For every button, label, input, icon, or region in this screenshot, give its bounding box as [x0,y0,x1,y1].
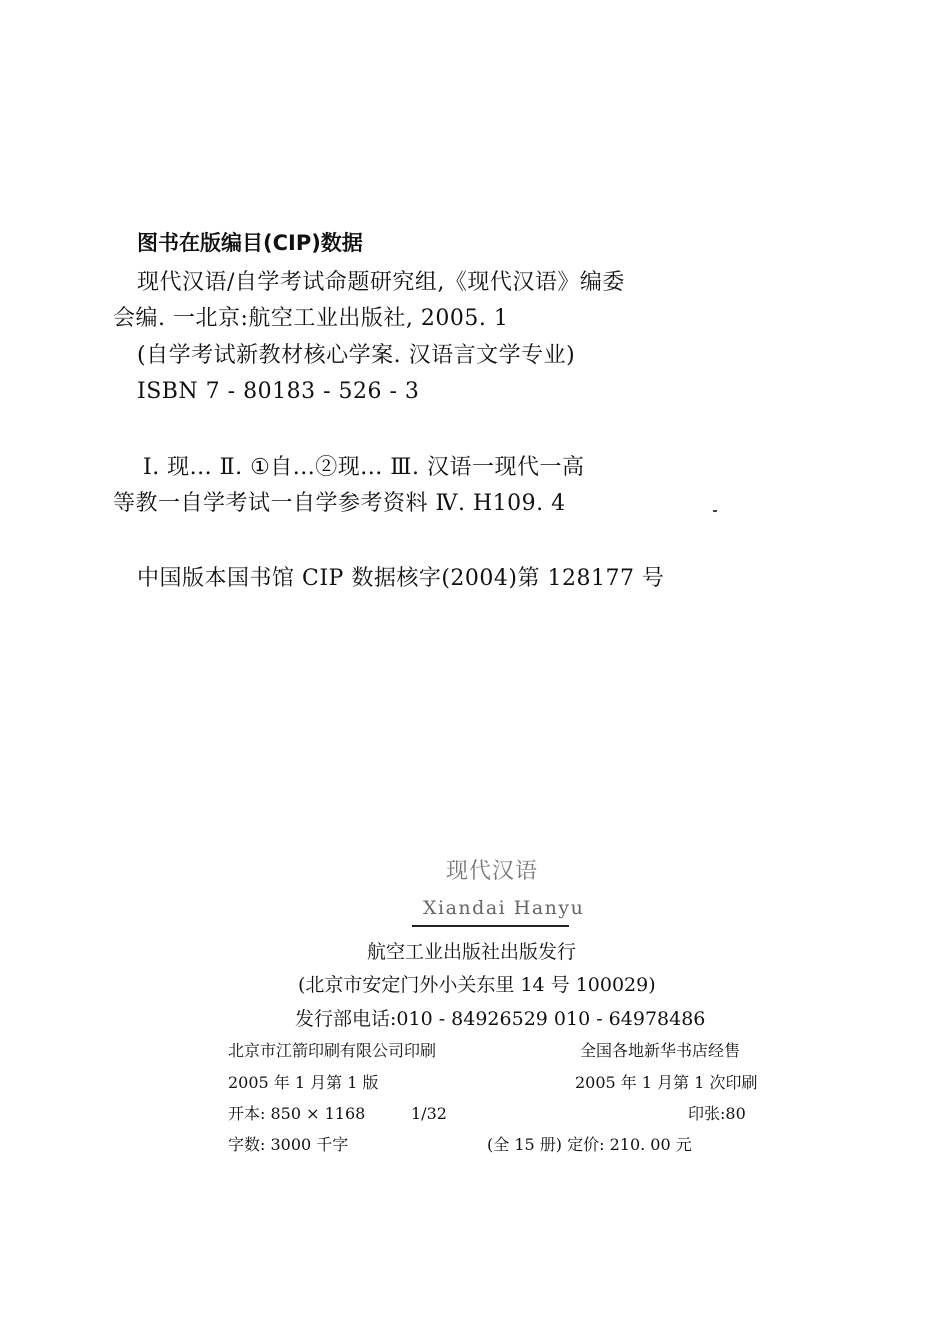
book-title-chinese: 现代汉语 [446,859,539,884]
title-underline [412,925,569,927]
cip-line-1: 现代汉语/自学考试命题研究组,《现代汉语》编委 [137,270,625,295]
cip-number: 中国版本国书馆 CIP 数据核字(2004)第 128177 号 [137,566,665,591]
scan-speck [713,510,717,512]
printer: 北京市江箭印刷有限公司印刷 [228,1041,437,1060]
publisher-phone: 发行部电话:010 - 84926529 010 - 64978486 [295,1008,706,1030]
classification-line-1: Ⅰ. 现... Ⅱ. ①自...②现... Ⅲ. 汉语一现代一高 [143,455,585,480]
sheets: 印张:80 [688,1104,746,1123]
book-title-pinyin: Xiandai Hanyu [423,897,585,919]
cip-heading: 图书在版编目(CIP)数据 [137,231,363,255]
cip-line-2: 会编. 一北京:航空工业出版社, 2005. 1 [113,306,509,331]
printing: 2005 年 1 月第 1 次印刷 [575,1073,758,1092]
distributor: 全国各地新华书店经售 [580,1041,741,1060]
word-count: 字数: 3000 千字 [228,1135,349,1154]
cip-line-3: (自学考试新教材核心学案. 汉语言文学专业) [137,343,576,368]
classification-line-2: 等教一自学考试一自学参考资料 Ⅳ. H109. 4 [113,491,566,516]
price: (全 15 册) 定价: 210. 00 元 [487,1135,692,1154]
isbn: ISBN 7 - 80183 - 526 - 3 [137,379,420,404]
format: 开本: 850 × 1168 [228,1104,366,1123]
publisher-address: (北京市安定门外小关东里 14 号 100029) [298,974,656,996]
publisher-name: 航空工业出版社出版发行 [367,941,577,963]
fold: 1/32 [411,1104,447,1123]
edition: 2005 年 1 月第 1 版 [228,1073,379,1092]
